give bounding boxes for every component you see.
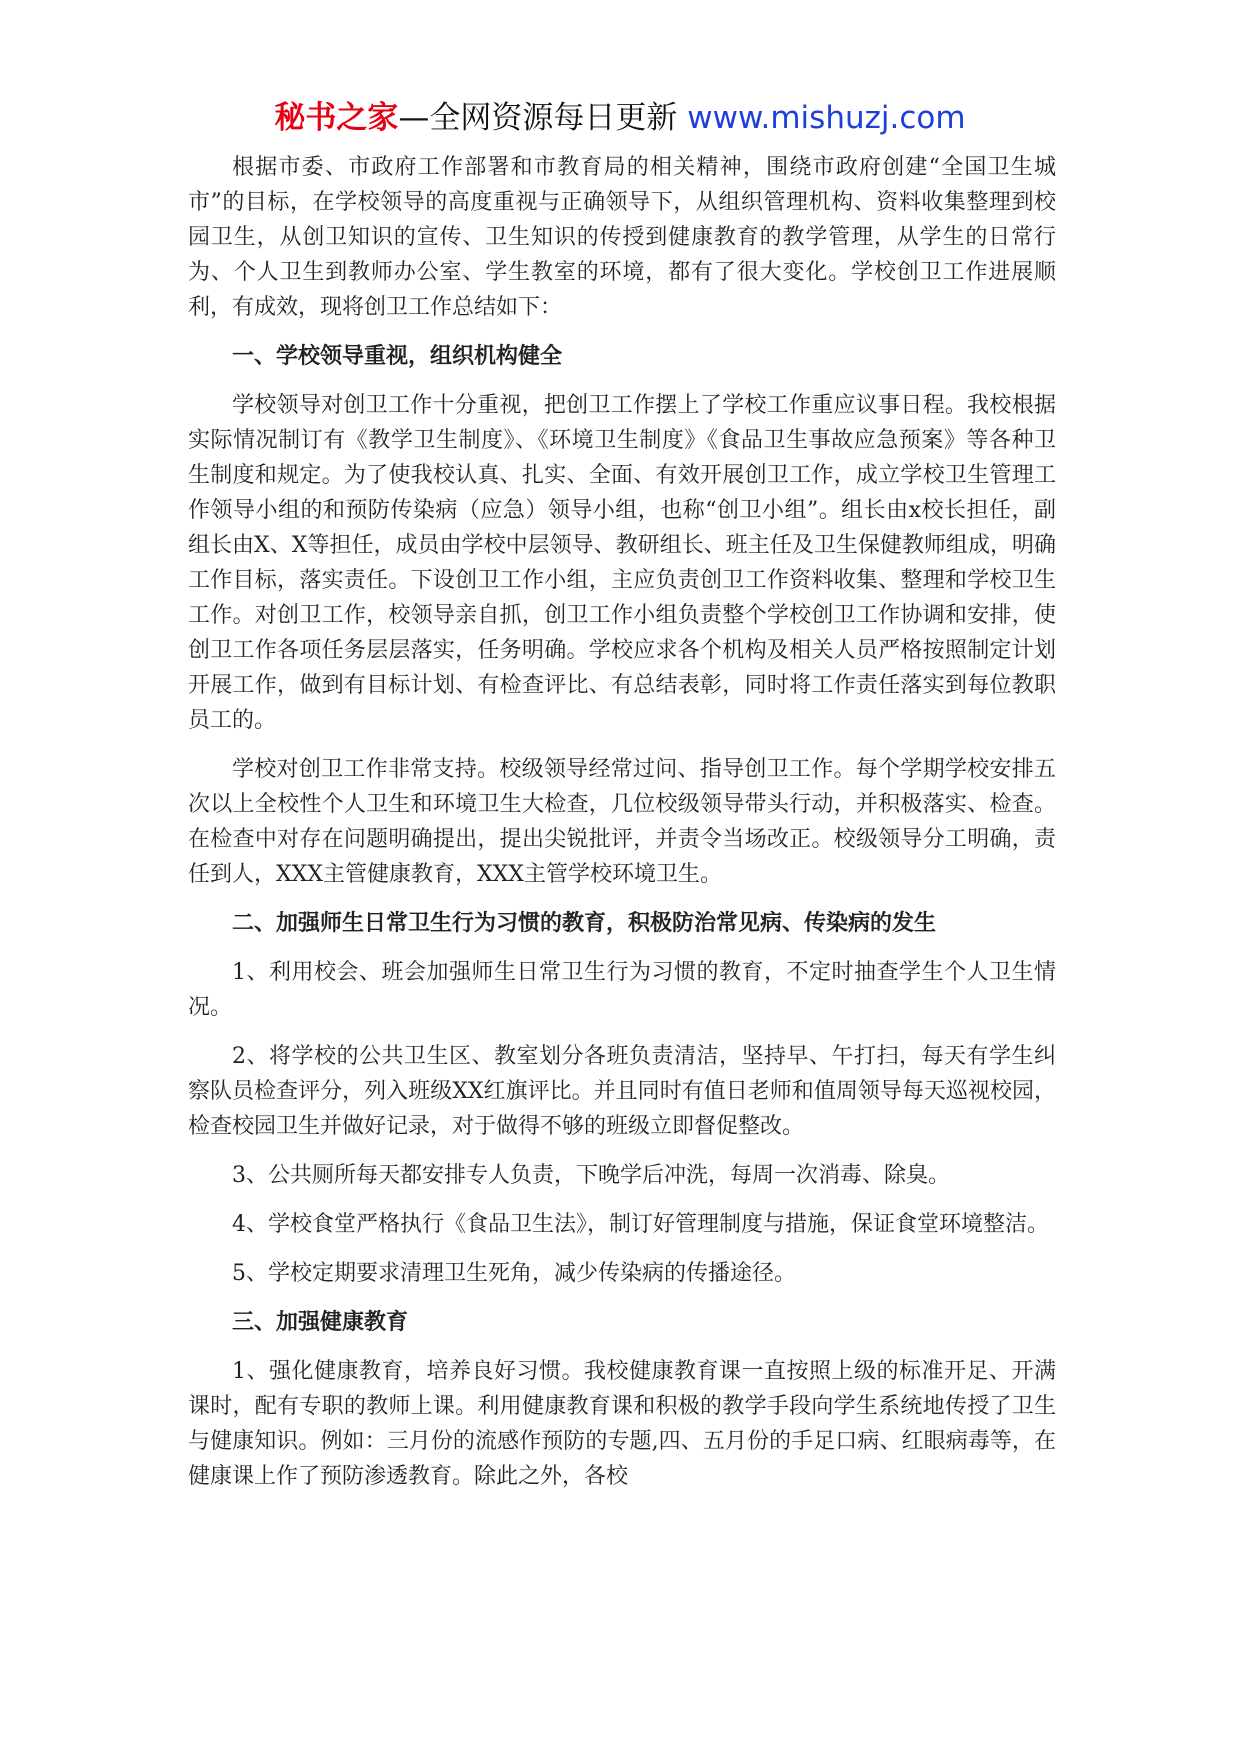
site-brand: 秘书之家	[274, 100, 399, 136]
list-item: 5、学校定期要求清理卫生死角，减少传染病的传播途径。	[232, 1261, 796, 1286]
list-item: 1、利用校会、班会加强师生日常卫生行为习惯的教育，不定时抽查学生个人卫生情况。	[188, 960, 1056, 1020]
section-heading-3: 三、加强健康教育	[232, 1310, 409, 1335]
list-item: 2、将学校的公共卫生区、教室划分各班负责清洁，坚持早、午打扫，每天有学生纠察队员检查评分，列入班级XX红旗评比。并且同时有值日老师和值周领导每天巡视校园，检查校园卫生并做好记录，对于做得不够的班级立即督促整改。	[188, 1044, 1056, 1139]
section-heading-1: 一、学校领导重视，组织机构健全	[232, 344, 563, 369]
body-paragraph: 学校对创卫工作非常支持。校级领导经常过问、指导创卫工作。每个学期学校安排五次以上全校性个人卫生和环境卫生大检查，几位校级领导带头行动，并积极落实、检查。在检查中对存在问题明确提出，提出尖锐批评，并责令当场改正。校级领导分工明确，责任到人，XXX主管健康教育，XXX主管学校环境卫生。	[188, 757, 1056, 887]
section-heading-2: 二、加强师生日常卫生行为习惯的教育，积极防治常见病、传染病的发生	[232, 911, 937, 936]
site-header	[0, 98, 1240, 138]
body-paragraph: 学校领导对创卫工作十分重视，把创卫工作摆上了学校工作重应议事日程。我校根据实际情况制订有《教学卫生制度》、《环境卫生制度》《食品卫生事故应急预案》等各种卫生制度和规定。为了使我校认真、扎实、全面、有效开展创卫工作，成立学校卫生管理工作领导小组的和预防传染病（应急）领导小组，也称“创卫小组”。组长由x校长担任，副组长由X、X等担任，成员由学校中层领导、教研组长、班主任及卫生保健教师组成，明确工作目标，落实责任。下设创卫工作小组，主应负责创卫工作资料收集、整理和学校卫生工作。对创卫工作，校领导亲自抓，创卫工作小组负责整个学校创卫工作协调和安排，使创卫工作各项任务层层落实，任务明确。学校应求各个机构及相关人员严格按照制定计划开展工作，做到有目标计划、有检查评比、有总结表彰，同时将工作责任落实到每位教职员工的。	[188, 393, 1056, 733]
list-item: 3、公共厕所每天都安排专人负责，下晚学后冲洗，每周一次消毒、除臭。	[232, 1163, 950, 1188]
document-body	[188, 150, 1056, 1508]
intro-paragraph: 根据市委、市政府工作部署和市教育局的相关精神，围绕市政府创建“全国卫生城市”的目标，在学校领导的高度重视与正确领导下，从组织管理机构、资料收集整理到校园卫生，从创卫知识的宣传、卫生知识的传授到健康教育的教学管理，从学生的日常行为、个人卫生到教师办公室、学生教室的环境，都有了很大变化。学校创卫工作进展顺利，有成效，现将创卫工作总结如下：	[188, 155, 1056, 320]
site-tagline: —全网资源每日更新	[398, 100, 678, 136]
list-item: 4、学校食堂严格执行《食品卫生法》，制订好管理制度与措施，保证食堂环境整洁。	[232, 1212, 1049, 1237]
list-item: 1、强化健康教育，培养良好习惯。我校健康教育课一直按照上级的标准开足、开满课时，配有专职的教师上课。利用健康教育课和积极的教学手段向学生系统地传授了卫生与健康知识。例如：三月份的流感作预防的专题,四、五月份的手足口病、红眼病毒等，在健康课上作了预防渗透教育。除此之外，各校	[188, 1359, 1056, 1489]
site-url-link[interactable]: www.mishuzj.com	[687, 100, 966, 136]
